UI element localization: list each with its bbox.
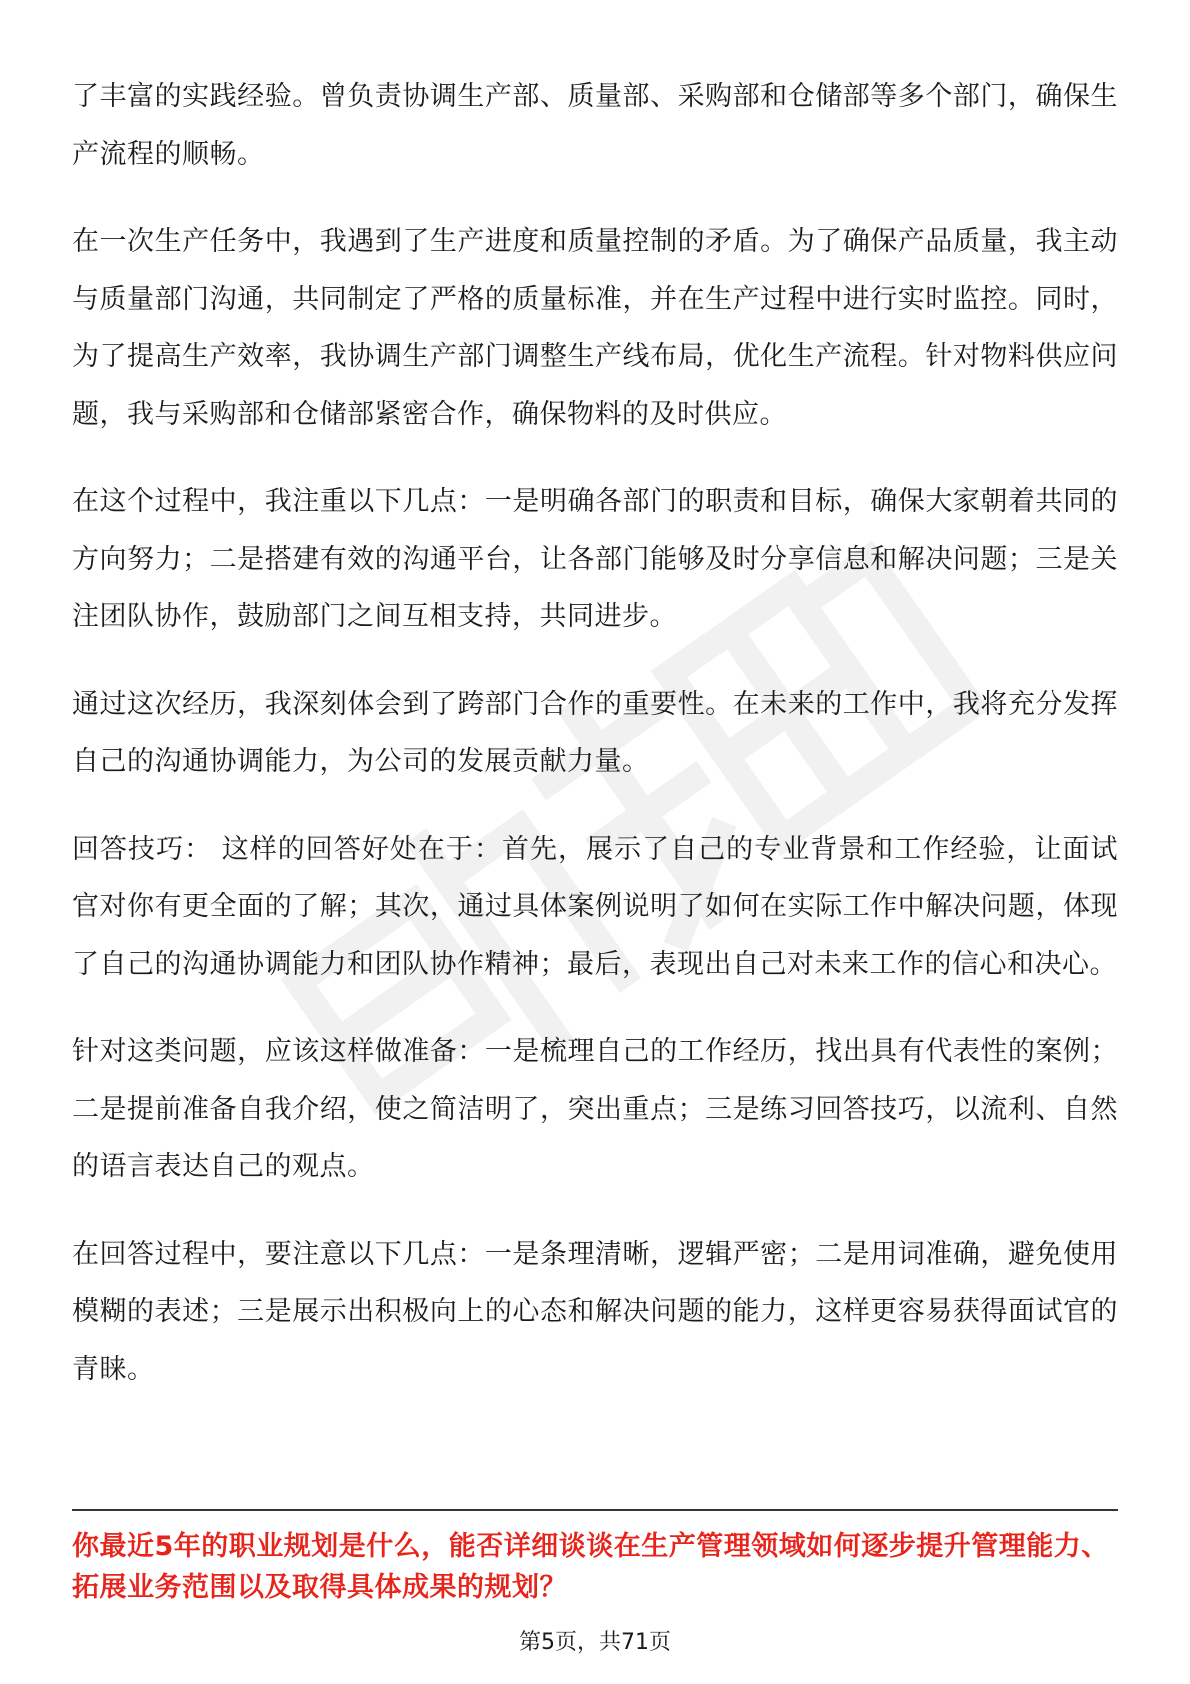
paragraph-1: 了丰富的实践经验。曾负责协调生产部、质量部、采购部和仓储部等多个部门，确保生产流程的顺畅。 (72, 81, 1118, 170)
next-question-heading: 你最近5年的职业规划是什么，能否详细谈谈在生产管理领域如何逐步提升管理能力、拓展业务范围以及取得具体成果的规划？ (72, 1531, 1109, 1603)
section-divider (72, 1509, 1118, 1511)
paragraph-7: 在回答过程中，要注意以下几点：一是条理清晰，逻辑严密；二是用词准确，避免使用模糊的表述；三是展示出积极向上的心态和解决问题的能力，这样更容易获得面试官的青睐。 (72, 1238, 1118, 1385)
paragraph-6: 针对这类问题，应该这样做准备：一是梳理自己的工作经历，找出具有代表性的案例；二是提前准备自我介绍，使之简洁明了，突出重点；三是练习回答技巧，以流利、自然的语言表达自己的观点。 (72, 1036, 1118, 1182)
paragraph-4: 通过这次经历，我深刻体会到了跨部门合作的重要性。在未来的工作中，我将充分发挥自己的沟通协调能力，为公司的发展贡献力量。 (72, 688, 1118, 777)
paragraph-5-answer-tips: 回答技巧： 这样的回答好处在于：首先，展示了自己的专业背景和工作经验，让面试官对你有更全面的了解；其次，通过具体案例说明了如何在实际工作中解决问题，体现了自己的沟通协调能力和团队协作精神；最后，表现出自己对未来工作的信心和决心。 (72, 833, 1118, 980)
paragraph-2: 在一次生产任务中，我遇到了生产进度和质量控制的矛盾。为了确保产品质量，我主动与质量部门沟通，共同制定了严格的质量标准，并在生产过程中进行实时监控。同时，为了提高生产效率，我协调生产部门调整生产线布局，优化生产流程。针对物料供应问题，我与采购部和仓储部紧密合作，确保物料的及时供应。 (72, 226, 1118, 430)
page-number-footer: 第5页，共71页 (519, 1630, 671, 1655)
document-body (72, 68, 1118, 1428)
paragraph-3: 在这个过程中，我注重以下几点：一是明确各部门的职责和目标，确保大家朝着共同的方向努力；二是搭建有效的沟通平台，让各部门能够及时分享信息和解决问题；三是关注团队协作，鼓励部门之间互相支持，共同进步。 (72, 486, 1118, 632)
